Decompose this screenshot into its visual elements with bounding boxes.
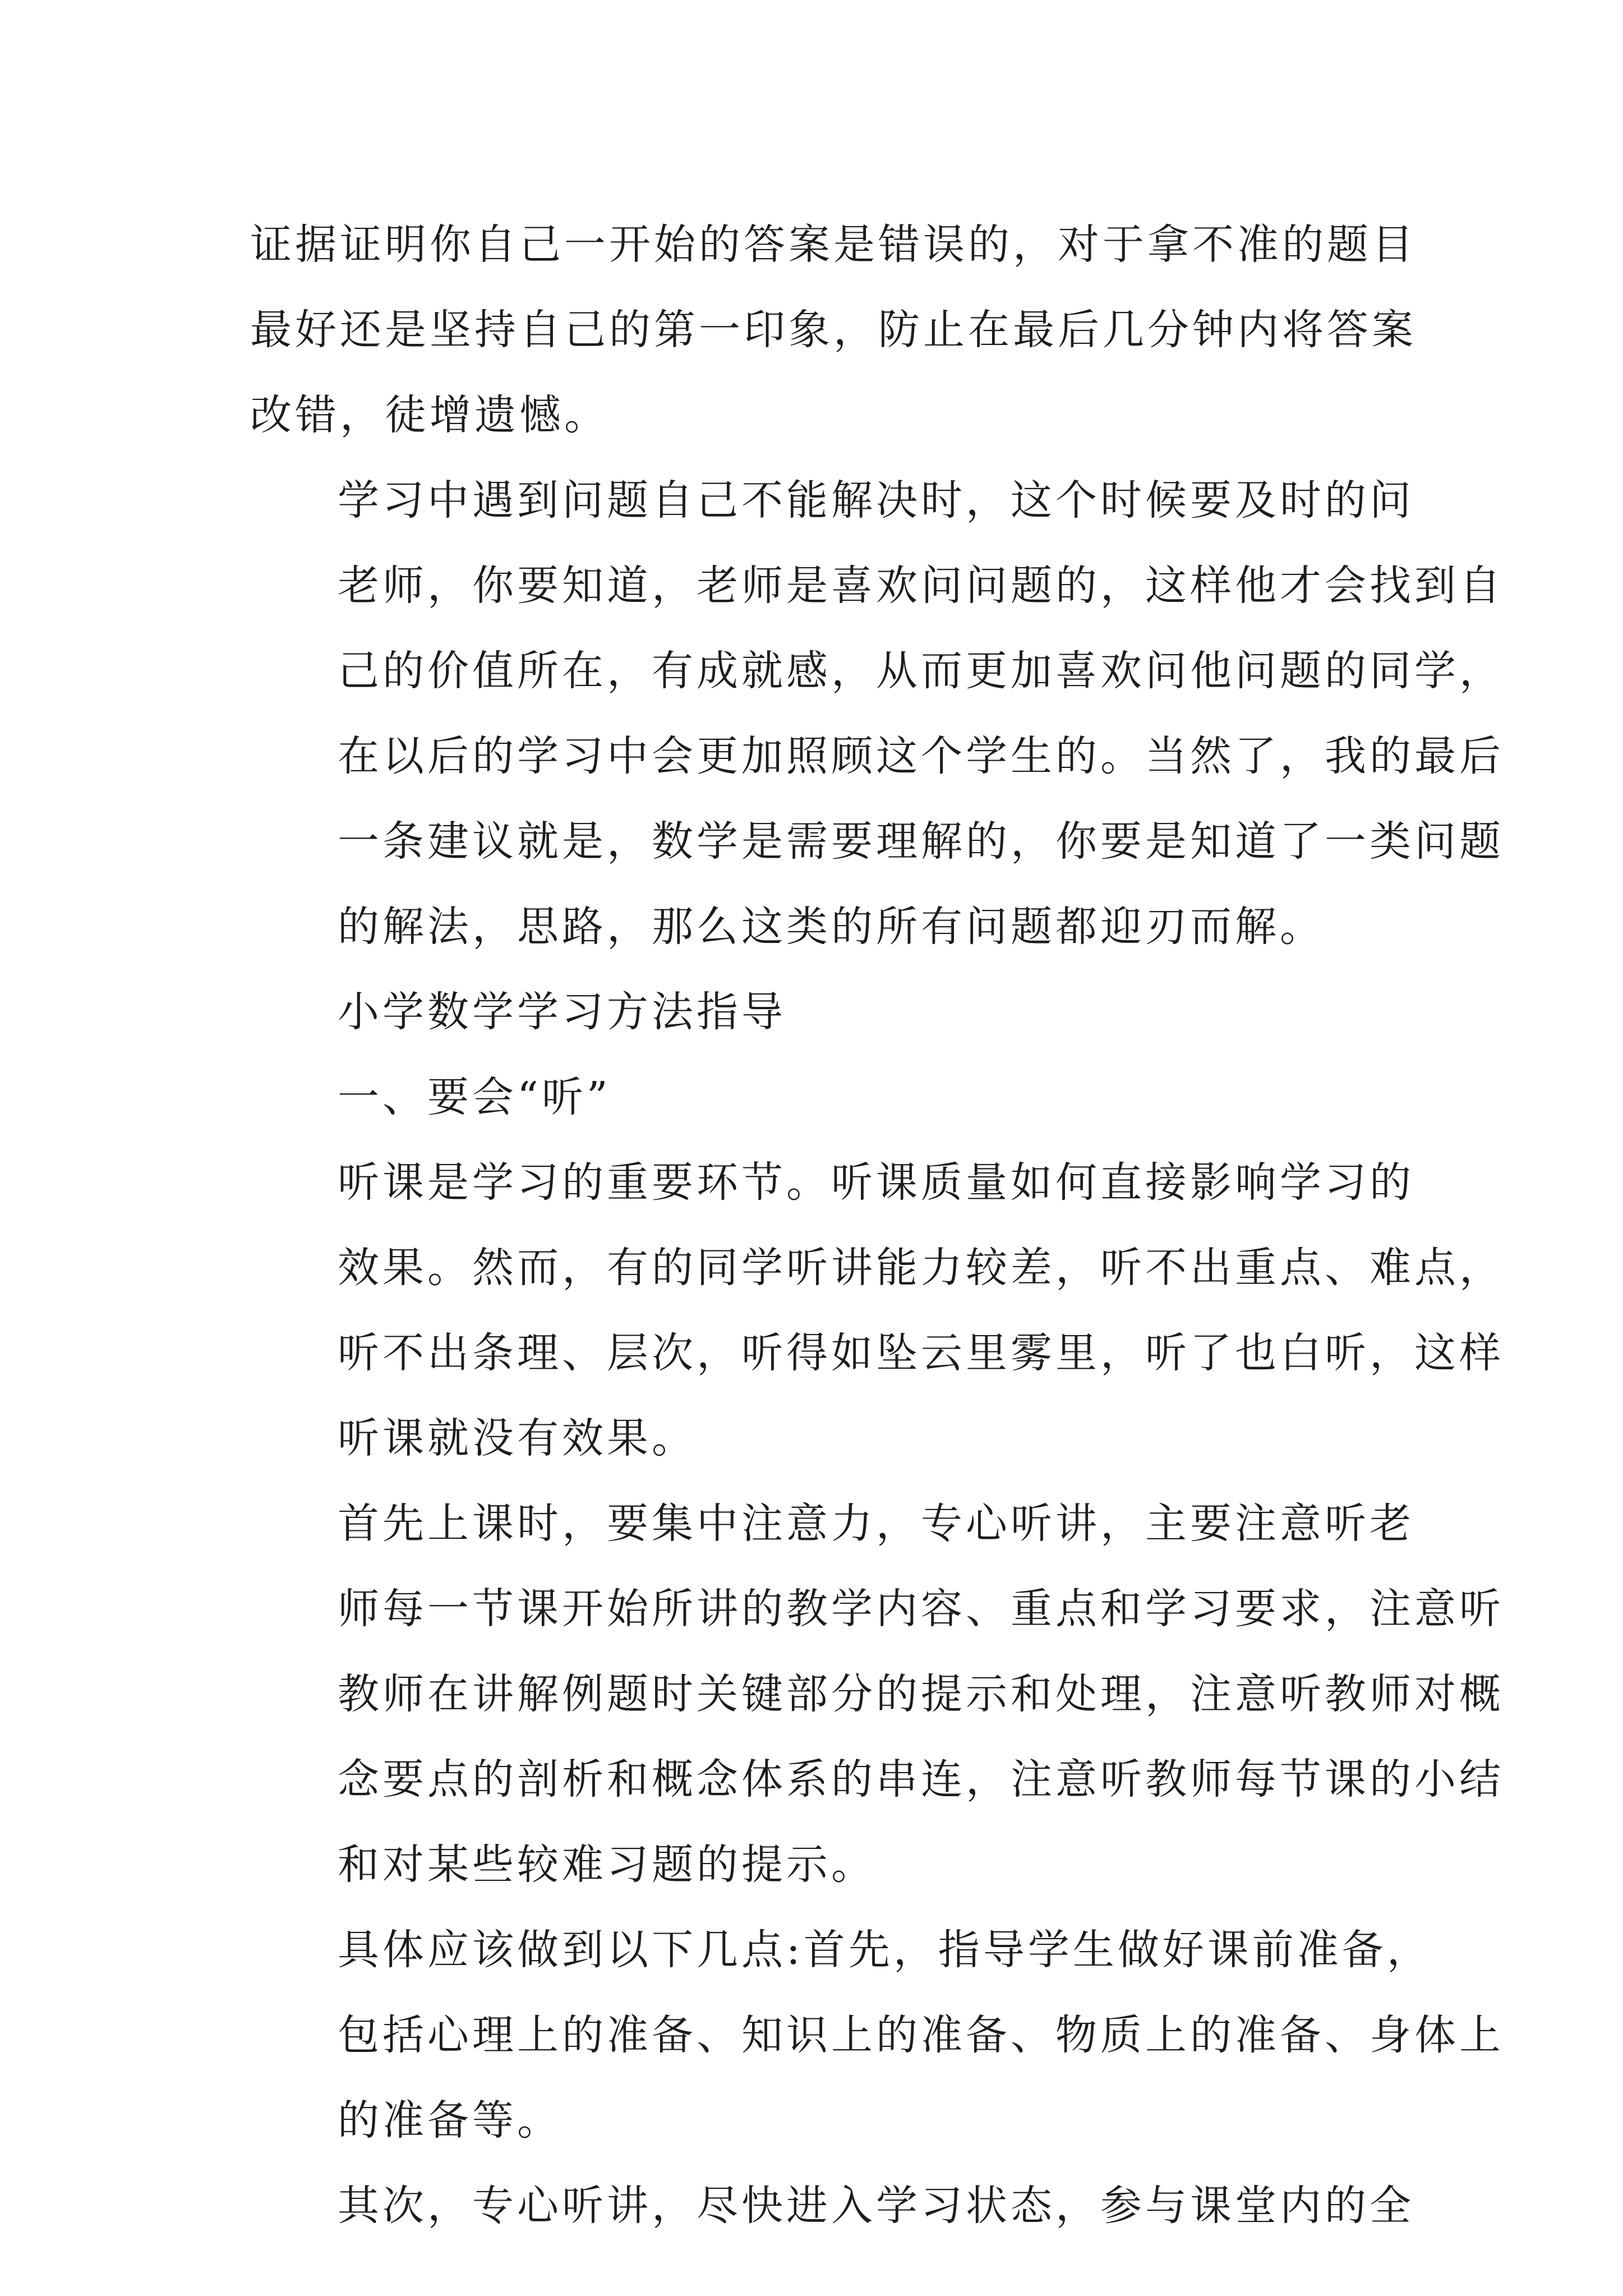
text-line: 最好还是坚持自己的第一印象，防止在最后几分钟内将答案 [250, 306, 1417, 354]
text-line: 己的价值所在，有成就感，从而更加喜欢问他问题的同学， [338, 647, 1504, 695]
paragraph [250, 202, 1417, 458]
text-line: 和对某些较难习题的提示。 [338, 1841, 876, 1889]
text-line: 其次，专心听讲，尽快进入学习状态，参与课堂内的全 [338, 2182, 1414, 2230]
text-line: 听不出条理、层次，听得如坠云里雾里，听了也白听，这样 [338, 1329, 1504, 1377]
text-line: 的解法，思路，那么这类的所有问题都迎刃而解。 [338, 903, 1325, 951]
text-line: 听课就没有效果。 [338, 1414, 697, 1462]
paragraph [250, 1481, 1504, 1907]
text-line: 在以后的学习中会更加照顾这个学生的。当然了，我的最后 [338, 732, 1504, 780]
document-body [250, 202, 1504, 2248]
text-line: 小学数学学习方法指导 [338, 988, 786, 1036]
text-line: 的准备等。 [338, 2096, 562, 2145]
text-line: 包括心理上的准备、知识上的准备、物质上的准备、身体上 [338, 2011, 1504, 2059]
text-line: 首先上课时，要集中注意力，专心听讲，主要注意听老 [338, 1499, 1414, 1548]
text-line: 证据证明你自己一开始的答案是错误的，对于拿不准的题目 [250, 220, 1417, 269]
text-line: 师每一节课开始所讲的教学内容、重点和学习要求，注意听 [338, 1585, 1504, 1633]
paragraph [250, 458, 1504, 969]
text-line: 一条建议就是，数学是需要理解的，你要是知道了一类问题 [338, 817, 1504, 866]
paragraph [250, 1055, 1389, 1140]
text-line: 改错，徒增遗憾。 [250, 391, 609, 439]
paragraph [250, 1907, 1504, 2163]
text-line: 老师，你要知道，老师是喜欢问问题的，这样他才会找到自 [338, 562, 1504, 610]
paragraph [250, 2163, 1414, 2248]
text-line: 念要点的剖析和概念体系的串连，注意听教师每节课的小结 [338, 1755, 1504, 1803]
text-line: 教师在讲解例题时关键部分的提示和处理，注意听教师对概 [338, 1670, 1504, 1718]
paragraph [250, 969, 1389, 1055]
text-line: 具体应该做到以下几点:首先，指导学生做好课前准备， [338, 1926, 1432, 1974]
paragraph [250, 1140, 1504, 1481]
text-line: 学习中遇到问题自己不能解决时，这个时候要及时的问 [338, 476, 1414, 524]
text-line: 听课是学习的重要环节。听课质量如何直接影响学习的 [338, 1158, 1414, 1207]
text-line: 一、要会“听” [338, 1073, 611, 1121]
text-line: 效果。然而，有的同学听讲能力较差，听不出重点、难点， [338, 1244, 1504, 1292]
